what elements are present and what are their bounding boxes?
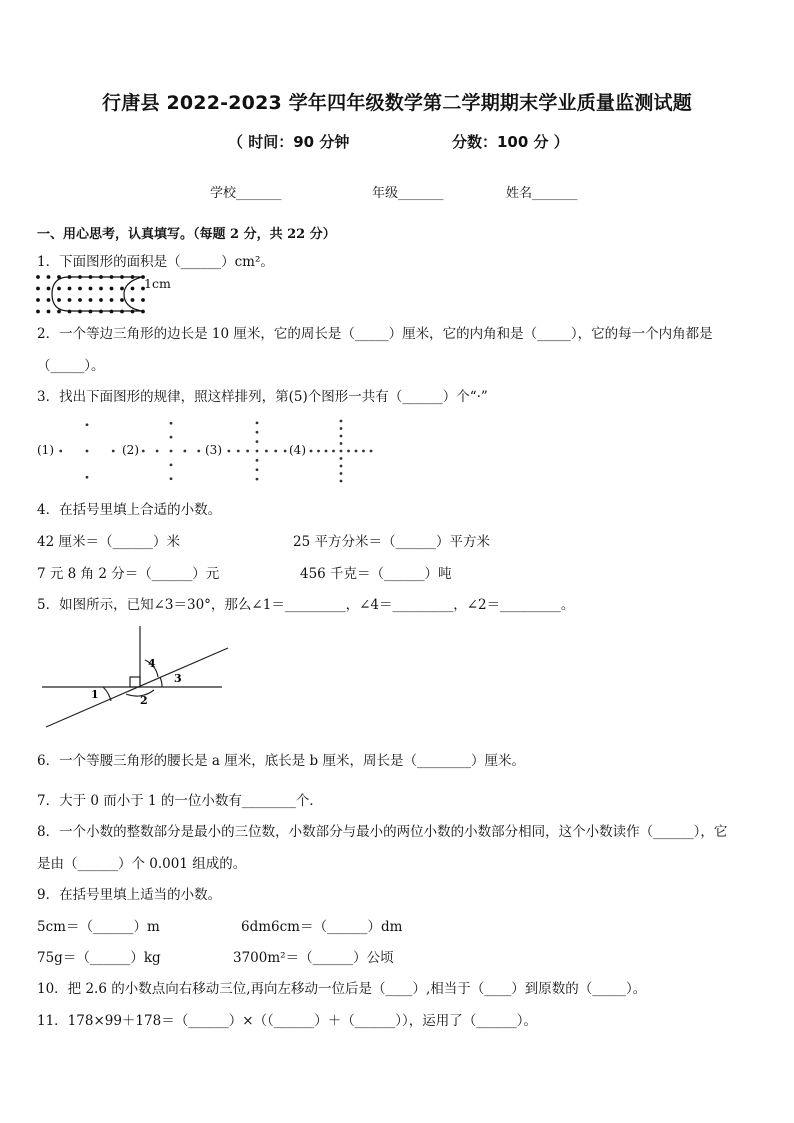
angle-label-2: 2 (140, 694, 148, 707)
figure-label-1: (1) (37, 443, 54, 457)
school-field: 学校_______ (210, 186, 282, 201)
question-9a: 5cm＝（______）m (37, 919, 160, 935)
figure-label-2: (2) (122, 443, 139, 457)
question-4: 4．在括号里填上合适的小数。 (37, 502, 222, 518)
angle-label-4: 4 (148, 657, 156, 670)
question-5: 5．如图所示，已知∠3＝30°，那么∠1＝_________，∠4＝_________，∠2＝_________。 (37, 597, 575, 613)
question-11: 11．178×99＋178＝（______）×（（______）＋（______）），运用了（______）。 (37, 1013, 538, 1029)
question-2-continued: （_____）。 (37, 358, 105, 374)
question-8-continued: 是由（______）个 0.001 组成的。 (37, 856, 247, 872)
grade-field: 年级_______ (372, 186, 444, 201)
question-3: 3．找出下面图形的规律，照这样排列，第(5)个图形一共有（______）个“·” (37, 389, 488, 405)
question-6: 6．一个等腰三角形的腰长是 a 厘米，底长是 b 厘米，周长是（________）厘米。 (37, 753, 525, 769)
figure-label-4: (4) (289, 443, 306, 457)
question-4c: 7 元 8 角 2 分＝（______）元 (37, 566, 220, 582)
section-heading: 一、用心思考，认真填写。（每题 2 分，共 22 分） (37, 227, 336, 242)
question-2: 2．一个等边三角形的边长是 10 厘米，它的周长是（_____）厘米，它的内角和是（_____），它的每一个内角都是 (37, 326, 713, 342)
question-9: 9．在括号里填上适当的小数。 (37, 887, 222, 903)
exam-time: （ 时间：90 分钟 (228, 133, 350, 151)
angle-label-3: 3 (174, 672, 182, 685)
question-4b: 25 平方分米＝（______）平方米 (293, 534, 490, 550)
question-8: 8．一个小数的整数部分是最小的三位数，小数部分与最小的两位小数的小数部分相同，这个小数读作（______），它 (37, 824, 728, 840)
angle-label-1: 1 (91, 688, 99, 701)
question-10: 10．把 2.6 的小数点向右移动三位,再向左移动一位后是（____）,相当于（____）到原数的（_____）。 (37, 981, 647, 997)
exam-score: 分数：100 分 ） (452, 133, 569, 151)
question-9c: 75g＝（______）kg (37, 950, 161, 966)
figure-label-3: (3) (205, 443, 222, 457)
question-4a: 42 厘米＝（______）米 (37, 534, 180, 550)
question-1: 1．下面图形的面积是（______）cm²。 (37, 254, 274, 270)
question-4d: 456 千克＝（______）吨 (300, 566, 452, 582)
question-7: 7．大于 0 而小于 1 的一位小数有________个． (37, 793, 323, 809)
page-title: 行唐县 2022-2023 学年四年级数学第二学期期末学业质量监测试题 (102, 92, 692, 114)
name-field: 姓名_______ (506, 186, 578, 201)
unit-label: 1cm (144, 276, 171, 291)
question-9d: 3700m²＝（______）公顷 (233, 950, 394, 966)
question-9b: 6dm6cm＝（______）dm (241, 919, 403, 935)
